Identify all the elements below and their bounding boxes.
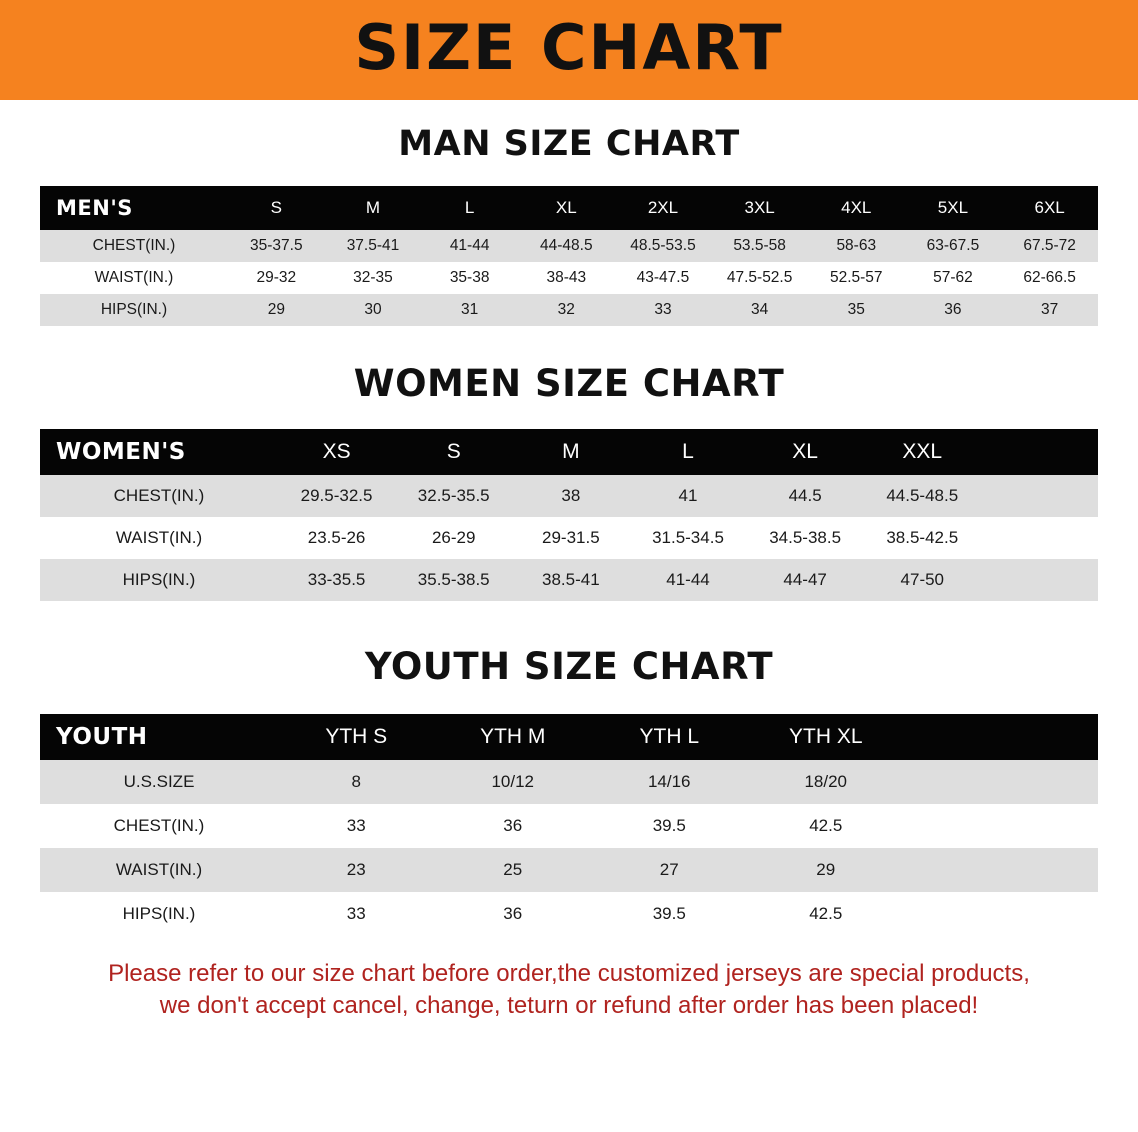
women-row1-cell0: 23.5-26 — [307, 528, 366, 547]
man-row0-cell8: 67.5-72 — [1023, 237, 1076, 254]
table-row — [40, 760, 1098, 804]
youth-row2-cell3: 29 — [816, 860, 836, 879]
women-row0-cell1: 32.5-35.5 — [417, 486, 490, 505]
women-header-spacer — [981, 429, 1098, 475]
man-row2-cell0: 29 — [267, 301, 285, 318]
man-row0-cell5: 53.5-58 — [733, 237, 786, 254]
disclaimer-line-1: Please refer to our size chart before order,the customized jerseys are special products, — [108, 960, 1030, 987]
youth-table-body — [40, 760, 1098, 936]
man-row1-cell4: 43-47.5 — [636, 269, 690, 286]
man-row2-cell2: 31 — [461, 301, 479, 318]
man-row0-cell3: 44-48.5 — [540, 237, 593, 254]
women-size-table — [40, 429, 1098, 601]
man-header-cell-8: 5XL — [937, 198, 969, 217]
youth-row0-cell0: 8 — [351, 772, 361, 791]
youth-header-cell-4: YTH XL — [788, 725, 863, 748]
man-row1-cell6: 52.5-57 — [829, 269, 883, 286]
women-row2-cell0: 33-35.5 — [307, 570, 366, 589]
man-row2-cell8: 37 — [1041, 301, 1059, 318]
man-row0-cell1: 37.5-41 — [346, 237, 400, 254]
table-row — [40, 848, 1098, 892]
youth-row3-cell1: 36 — [503, 904, 523, 923]
man-row2-cell6: 35 — [847, 301, 865, 318]
youth-row1-label: CHEST(IN.) — [113, 816, 205, 835]
man-header-cell-5: 2XL — [647, 198, 679, 217]
disclaimer-note — [38, 958, 1100, 1023]
youth-section-title: YOUTH SIZE CHART — [364, 645, 774, 688]
youth-row3-cell0: 33 — [346, 904, 366, 923]
man-row0-cell7: 63-67.5 — [926, 237, 980, 254]
youth-row0-cell3: 18/20 — [804, 772, 848, 791]
youth-header-spacer — [904, 714, 1098, 760]
table-row — [40, 892, 1098, 936]
table-row — [40, 517, 1098, 559]
man-table-body — [40, 230, 1098, 326]
youth-row0-cell1: 10/12 — [491, 772, 535, 791]
youth-row3-cell2: 39.5 — [652, 904, 686, 923]
youth-row1-cell2: 39.5 — [652, 816, 686, 835]
youth-row1-cell1: 36 — [503, 816, 523, 835]
women-row2-cell3: 41-44 — [666, 570, 710, 589]
man-row1-cell0: 29-32 — [256, 269, 297, 286]
women-row0-label: CHEST(IN.) — [113, 486, 205, 505]
women-row2-cell5: 47-50 — [900, 570, 945, 589]
man-header-cell-1: S — [270, 198, 282, 217]
women-row0-cell0: 29.5-32.5 — [300, 486, 373, 505]
youth-row2-label: WAIST(IN.) — [115, 860, 203, 879]
man-row1-label: WAIST(IN.) — [94, 269, 174, 286]
man-header-cell-6: 3XL — [744, 198, 775, 217]
women-row2-cell1: 35.5-38.5 — [417, 570, 490, 589]
disclaimer-line-2: we don't accept cancel, change, teturn or refund after order has been placed! — [159, 992, 979, 1020]
man-row1-cell5: 47.5-52.5 — [726, 269, 793, 286]
youth-row3-label: HIPS(IN.) — [122, 904, 196, 923]
man-row0-cell2: 41-44 — [449, 237, 490, 254]
youth-row0-label: U.S.SIZE — [123, 772, 195, 791]
women-header-cell-3: M — [562, 440, 580, 463]
table-row — [40, 804, 1098, 848]
youth-row1-cell0: 33 — [346, 816, 366, 835]
man-row2-cell5: 34 — [750, 301, 769, 318]
women-row1-cell3: 31.5-34.5 — [652, 528, 724, 547]
man-row2-label: HIPS(IN.) — [100, 301, 168, 318]
man-section-title: MAN SIZE CHART — [398, 124, 740, 164]
man-row2-cell4: 33 — [654, 301, 672, 318]
youth-header-cell-2: YTH M — [480, 725, 546, 748]
youth-row2-spacer — [904, 848, 1098, 892]
women-row1-cell1: 26-29 — [431, 528, 476, 547]
man-header-cell-7: 4XL — [841, 198, 872, 217]
man-size-table — [40, 186, 1098, 326]
table-header-row — [40, 186, 1098, 230]
man-row1-cell7: 57-62 — [933, 269, 973, 286]
man-row2-cell1: 30 — [364, 301, 382, 318]
women-table-wrap — [40, 429, 1098, 601]
table-header-row — [40, 714, 1098, 760]
table-row — [40, 230, 1098, 262]
youth-row0-cell2: 14/16 — [647, 772, 691, 791]
table-row — [40, 262, 1098, 294]
table-row — [40, 559, 1098, 601]
man-table-wrap — [40, 186, 1098, 326]
youth-size-table — [40, 714, 1098, 936]
man-table-header — [40, 186, 1098, 230]
women-row1-label: WAIST(IN.) — [115, 528, 203, 547]
man-header-cell-2: M — [365, 198, 381, 217]
youth-row3-spacer — [904, 892, 1098, 936]
page-title: SIZE CHART — [354, 11, 784, 84]
women-header-cell-5: XL — [792, 440, 818, 463]
youth-row2-cell0: 23 — [346, 860, 366, 879]
youth-header-cell-0: YOUTH — [56, 724, 148, 750]
women-header-cell-1: XS — [322, 440, 351, 463]
youth-row1-cell3: 42.5 — [809, 816, 843, 835]
man-header-cell-9: 6XL — [1034, 198, 1065, 217]
women-table-header — [40, 429, 1098, 475]
table-header-row — [40, 429, 1098, 475]
man-row1-cell1: 32-35 — [353, 269, 393, 286]
women-header-cell-6: XXL — [902, 440, 943, 463]
man-row1-cell8: 62-66.5 — [1023, 269, 1076, 286]
man-row0-cell4: 48.5-53.5 — [630, 237, 696, 254]
women-row1-cell4: 34.5-38.5 — [769, 528, 842, 547]
man-row1-cell2: 35-38 — [449, 269, 490, 286]
youth-header-cell-1: YTH S — [325, 725, 388, 748]
man-row2-cell3: 32 — [557, 301, 575, 318]
youth-table-wrap — [40, 714, 1098, 936]
women-row2-cell2: 38.5-41 — [542, 570, 600, 589]
women-row0-spacer — [981, 475, 1098, 517]
page-banner — [0, 0, 1138, 100]
youth-table-header — [40, 714, 1098, 760]
man-row2-cell7: 36 — [944, 301, 962, 318]
women-row0-cell5: 44.5-48.5 — [886, 486, 959, 505]
women-row2-cell4: 44-47 — [783, 570, 827, 589]
youth-header-cell-3: YTH L — [639, 725, 699, 748]
women-row2-label: HIPS(IN.) — [122, 570, 196, 589]
man-row1-cell3: 38-43 — [546, 269, 587, 286]
women-row1-spacer — [981, 517, 1098, 559]
man-header-cell-3: L — [464, 198, 475, 217]
man-header-cell-0: MEN'S — [56, 196, 133, 220]
women-row1-cell2: 29-31.5 — [542, 528, 600, 547]
women-header-cell-2: S — [446, 440, 461, 463]
man-row0-cell6: 58-63 — [836, 237, 877, 254]
women-row0-cell2: 38 — [561, 486, 581, 505]
women-row0-cell4: 44.5 — [788, 486, 822, 505]
women-row2-spacer — [981, 559, 1098, 601]
youth-row2-cell1: 25 — [503, 860, 523, 879]
youth-row0-spacer — [904, 760, 1098, 804]
man-row0-label: CHEST(IN.) — [92, 237, 176, 254]
table-row — [40, 475, 1098, 517]
women-section-title: WOMEN SIZE CHART — [353, 362, 785, 405]
man-header-cell-4: XL — [555, 198, 577, 217]
women-table-body — [40, 475, 1098, 601]
man-row0-cell0: 35-37.5 — [250, 237, 303, 254]
women-row0-cell3: 41 — [678, 486, 698, 505]
youth-row1-spacer — [904, 804, 1098, 848]
table-row — [40, 294, 1098, 326]
youth-row3-cell3: 42.5 — [809, 904, 843, 923]
women-header-cell-4: L — [682, 440, 694, 463]
youth-row2-cell2: 27 — [659, 860, 679, 879]
women-row1-cell5: 38.5-42.5 — [886, 528, 959, 547]
women-header-cell-0: WOMEN'S — [56, 439, 186, 465]
